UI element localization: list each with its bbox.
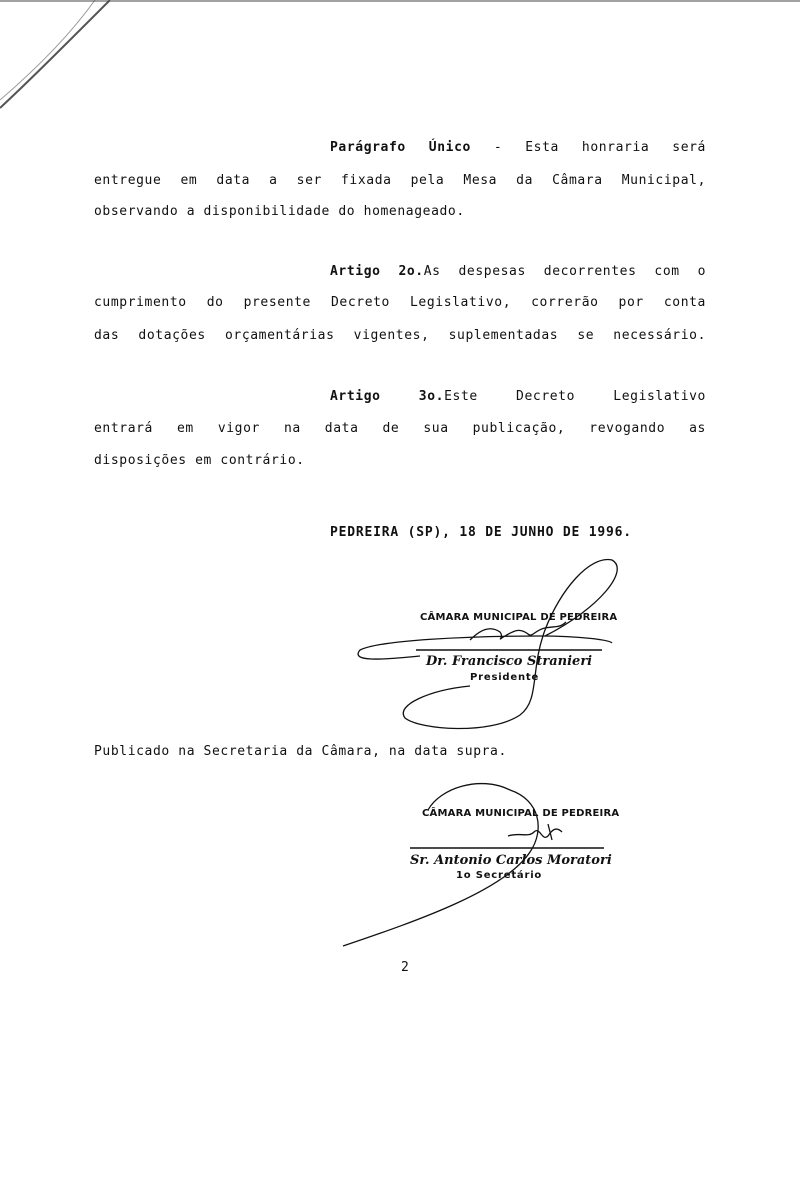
signature-title-secretary: 1o Secretário (456, 870, 543, 881)
paragrafo-unico-line-2: entregue em data a ser fixada pela Mesa da Câmara Municipal, (94, 173, 706, 188)
signature-organization: CÂMARA MUNICIPAL DE PEDREIRA (420, 612, 618, 623)
page-number: 2 (401, 960, 409, 975)
signature-name-president: Dr. Francisco Stranieri (426, 654, 593, 669)
artigo-2-line-2: cumprimento do presente Decreto Legislativo, correrão por conta (94, 295, 706, 310)
signature-title-president: Presidente (470, 672, 540, 683)
signature-scrawl-secretary (343, 784, 562, 946)
artigo-3-line-2: entrará em vigor na data de sua publicação, revogando as (94, 421, 706, 436)
artigo-3-line-3: disposições em contrário. (94, 453, 305, 468)
signature-organization-2: CÂMARA MUNICIPAL DE PEDREIRA (422, 808, 620, 819)
paragrafo-unico-text-1: - Esta honraria será (493, 140, 706, 155)
signature-name-secretary: Sr. Antonio Carlos Moratori (410, 853, 612, 868)
publication-note: Publicado na Secretaria da Câmara, na data supra. (94, 744, 507, 759)
paragrafo-unico-heading: Parágrafo Único (330, 140, 471, 155)
date-line: PEDREIRA (SP), 18 DE JUNHO DE 1996. (330, 525, 632, 540)
artigo-3-text-1: Este Decreto Legislativo (444, 389, 706, 404)
signature-scrawl-president (358, 560, 617, 729)
artigo-2-line-3: das dotações orçamentárias vigentes, suplementadas se necessário. (94, 328, 706, 343)
artigo-2-heading: Artigo 2o. (330, 264, 424, 279)
paragrafo-unico-line-3: observando a disponibilidade do homenageado. (94, 204, 465, 219)
artigo-2-text-1: As despesas decorrentes com o (423, 264, 706, 279)
artigo-3-heading: Artigo 3o. (330, 389, 445, 404)
